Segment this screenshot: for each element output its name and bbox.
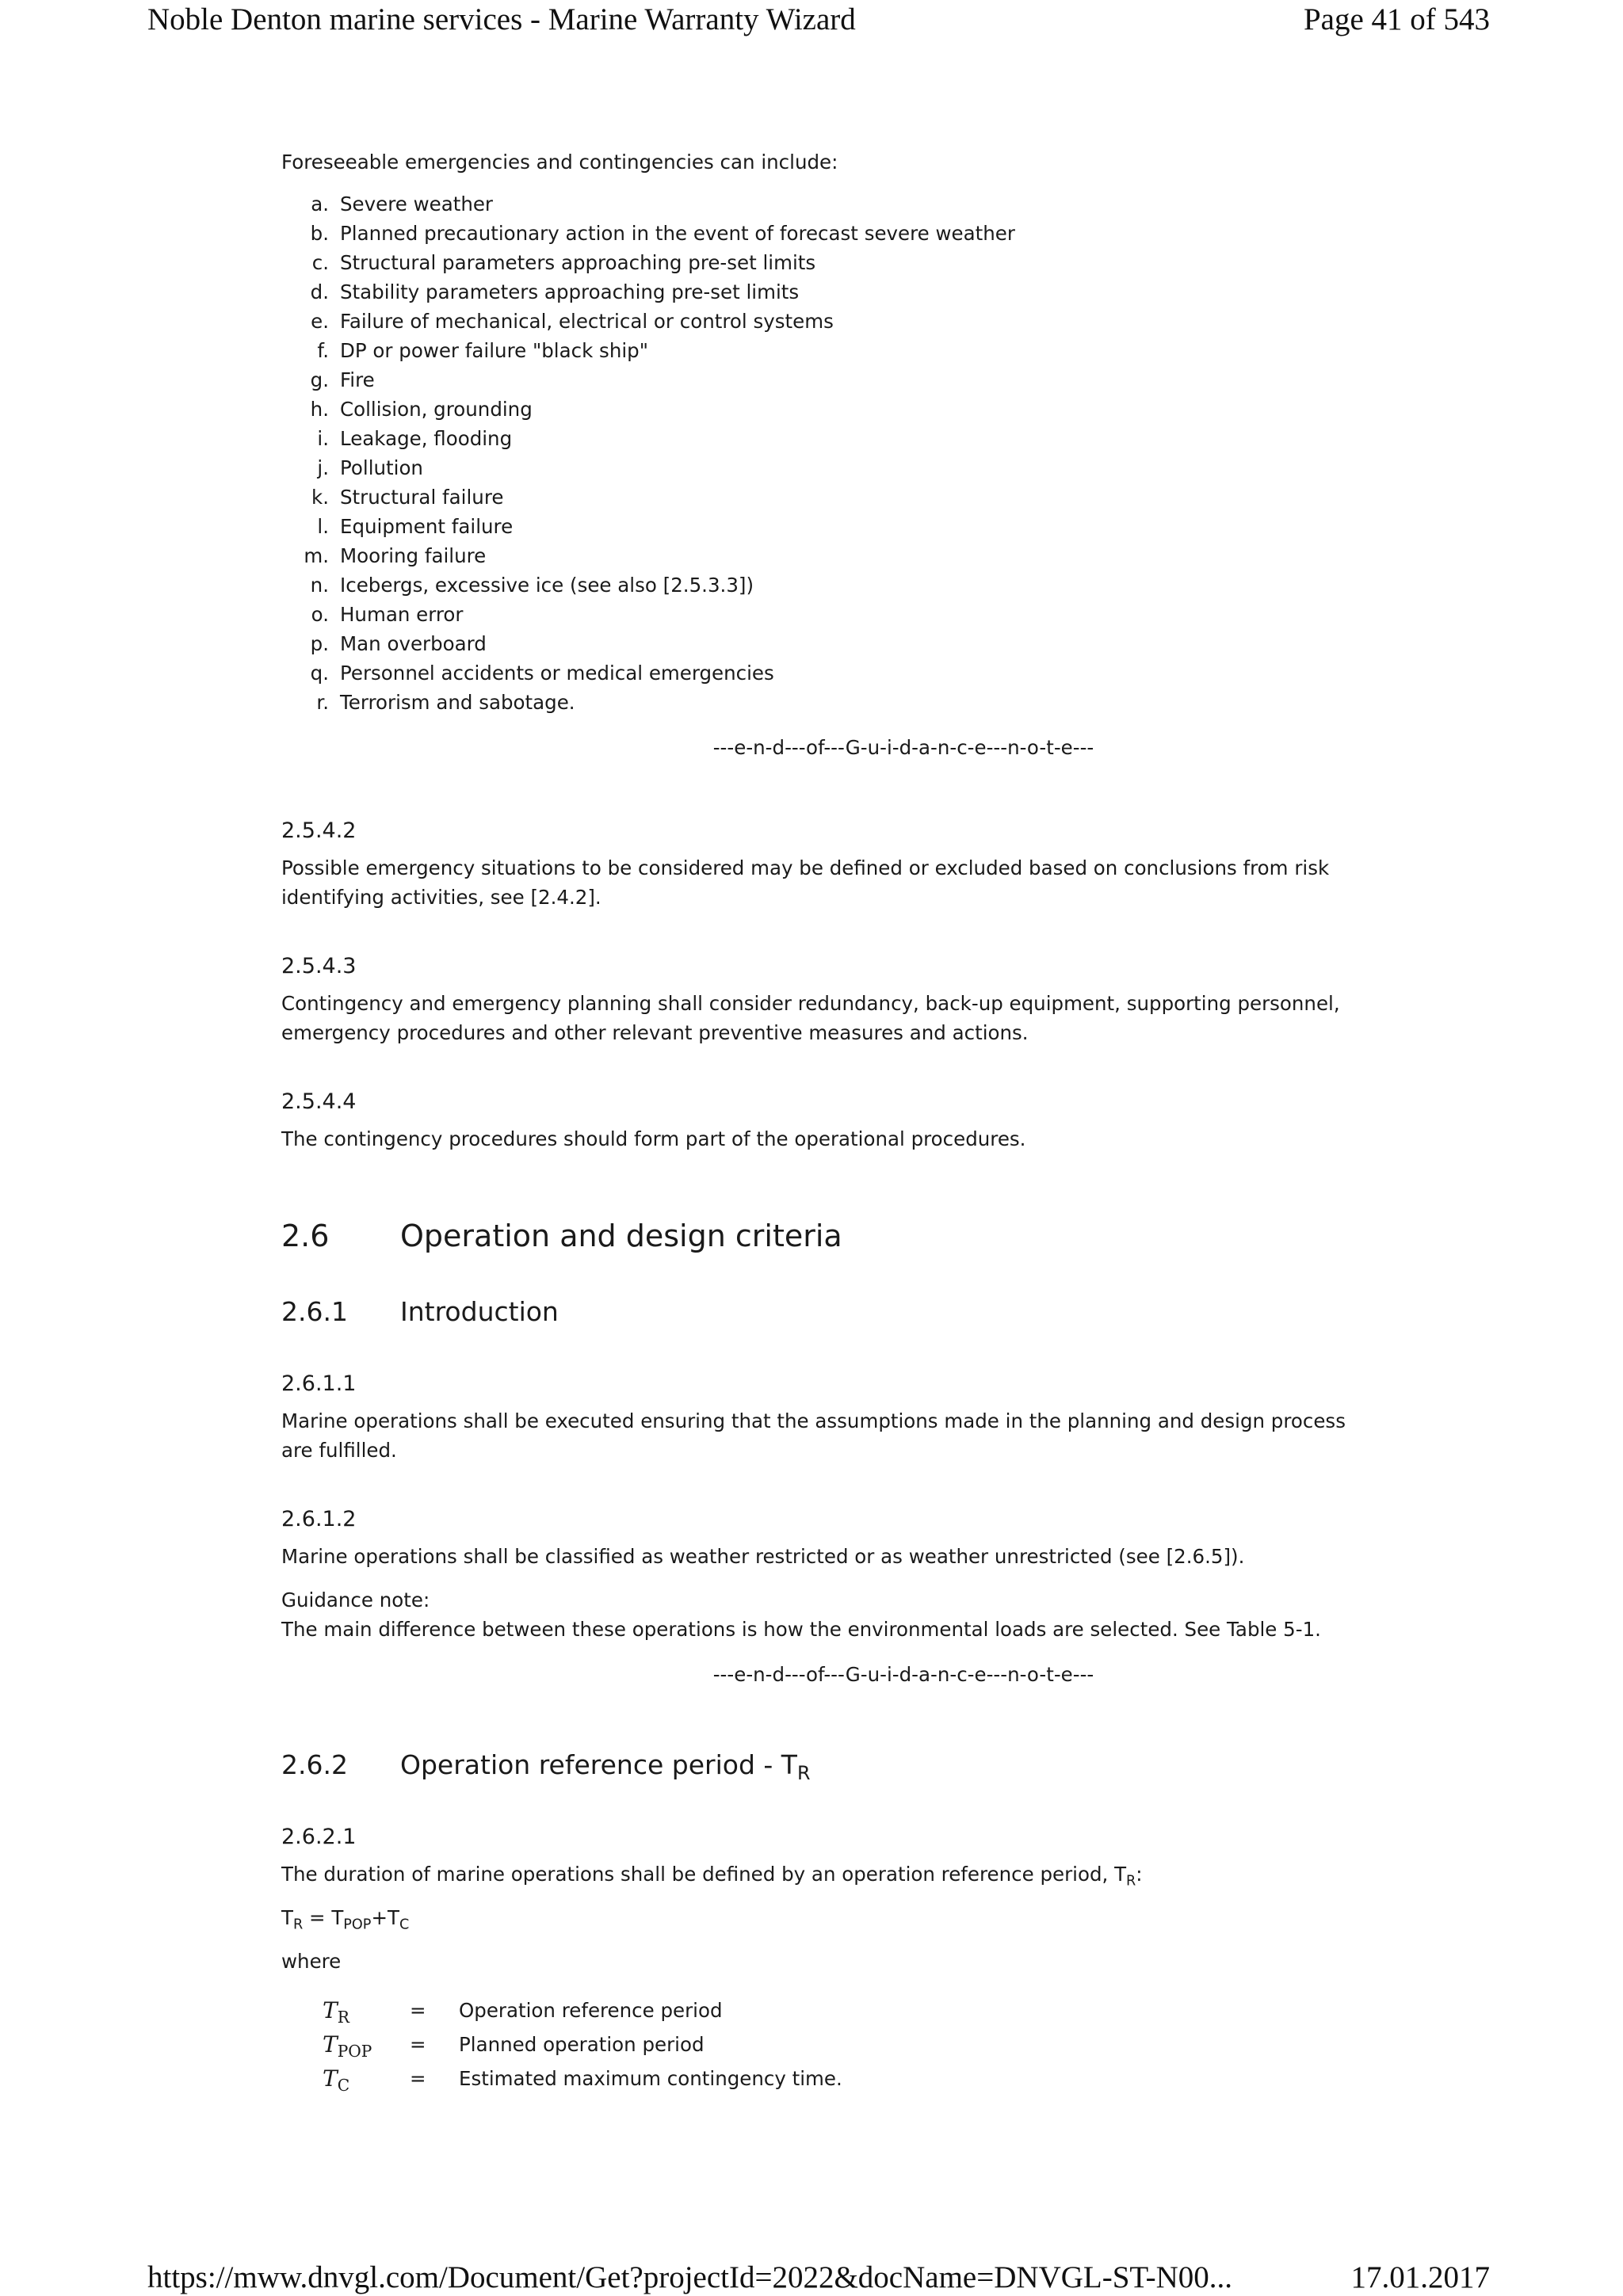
clause-text: Possible emergency situations to be considered may be defined or excluded based on conclusions from risk identifying activities, see [2.4.2]. (281, 856, 1330, 909)
section-heading: 2.6 Operation and design criteria (281, 1219, 842, 1253)
contingency-list (281, 189, 1367, 717)
list-item: p. Man overboard (310, 632, 487, 655)
document-body (281, 147, 1367, 2096)
clause-text: Contingency and emergency planning shall consider redundancy, back-up equipment, supporting personnel, emergency procedures and other relevant preventive measures and actions. (281, 992, 1340, 1044)
list-item: e. Failure of mechanical, electrical or control systems (311, 310, 834, 333)
intro-text: Foreseeable emergencies and contingencies can include: (281, 151, 838, 174)
list-item: h. Collision, grounding (310, 398, 533, 421)
where-label: where (281, 1950, 342, 1973)
list-item: b. Planned precautionary action in the event of forecast severe weather (310, 222, 1015, 245)
clause-text: The duration of marine operations shall be defined by an operation reference period, $T_R$: (281, 1863, 1143, 1890)
list-item: a. Severe weather (311, 193, 493, 215)
formula: $T_R = T_{POP}+T_C$ (281, 1906, 410, 1933)
clause-text: Marine operations shall be executed ensuring that the assumptions made in the planning and design process are fulfilled. (281, 1409, 1346, 1462)
list-item: g. Fire (310, 368, 375, 391)
subsection-heading: 2.6.2 Operation reference period - $T_R$ (281, 1749, 811, 1785)
clause-number: 2.6.1.1 (281, 1371, 357, 1396)
clause-number: 2.6.2.1 (281, 1825, 357, 1849)
guidance-text: The main difference between these operations is how the environmental loads are selected. See Table 5-1. (281, 1618, 1321, 1641)
list-item: m. Mooring failure (304, 544, 487, 567)
variable-row: $T_R$ = Operation reference period (323, 1997, 723, 2027)
clause-number: 2.5.4.4 (281, 1089, 357, 1114)
clause-number: 2.5.4.3 (281, 954, 357, 978)
variable-definitions (323, 1993, 1367, 2096)
list-item: l. Equipment failure (317, 515, 514, 538)
list-item: d. Stability parameters approaching pre-set limits (310, 280, 800, 303)
clause-number: 2.5.4.2 (281, 818, 357, 843)
clause-text: The contingency procedures should form part of the operational procedures. (281, 1127, 1026, 1150)
list-item: i. Leakage, flooding (317, 427, 513, 450)
list-item: r. Terrorism and sabotage. (316, 691, 575, 714)
variable-row: $T_C$ = Estimated maximum contingency time. (323, 2065, 842, 2096)
list-item: j. Pollution (317, 456, 423, 479)
guidance-label: Guidance note: (281, 1589, 430, 1611)
list-item: f. DP or power failure "black ship" (317, 339, 648, 362)
list-item: q. Personnel accidents or medical emergencies (310, 662, 774, 685)
list-item: n. Icebergs, excessive ice (see also [2.5.3.3]) (310, 574, 754, 597)
clause-number: 2.6.1.2 (281, 1507, 357, 1531)
variable-row: $T_{POP}$ = Planned operation period (323, 2031, 705, 2061)
page-number: Page 41 of 543 (1303, 2, 1490, 36)
subsection-heading: 2.6.1 Introduction (281, 1296, 559, 1327)
clause-text: Marine operations shall be classified as weather restricted or as weather unrestricted (see [2.6.5]). (281, 1545, 1245, 1568)
footer-url: https://mww.dnvgl.com/Document/Get?projectId=2022&docName=DNVGL-ST-N00... (147, 2260, 1233, 2294)
list-item: o. Human error (311, 603, 464, 626)
footer-date: 17.01.2017 (1350, 2260, 1490, 2294)
header-title: Noble Denton marine services - Marine Warranty Wizard (147, 2, 856, 36)
list-item: c. Structural parameters approaching pre-set limits (311, 251, 816, 274)
list-item: k. Structural failure (311, 486, 504, 509)
guidance-end-marker: ---e-n-d---of---G-u-i-d-a-n-c-e---n-o-t-e--- (712, 1663, 1094, 1686)
guidance-end-marker: ---e-n-d---of---G-u-i-d-a-n-c-e---n-o-t-e--- (712, 736, 1094, 759)
